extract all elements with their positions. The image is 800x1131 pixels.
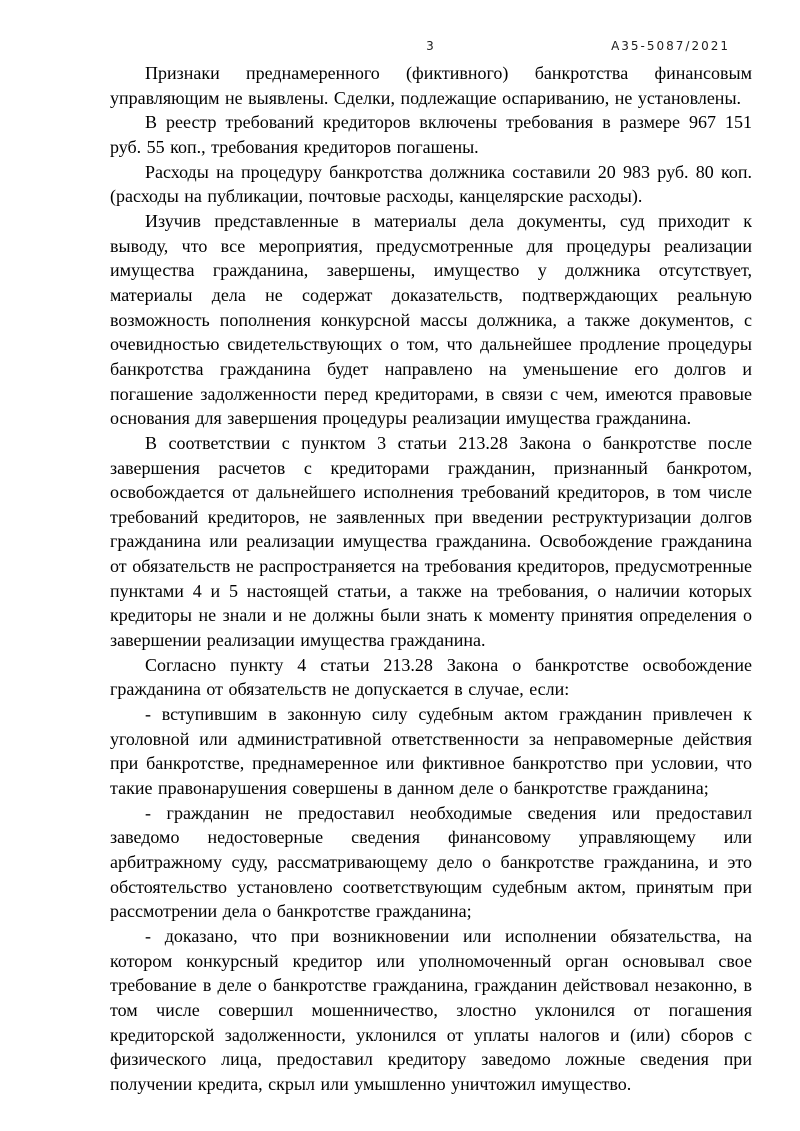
paragraph-procedure-expenses: Расходы на процедуру банкротства должника составили 20 983 руб. 80 коп. (расходы на публикации, почтовые расходы, канцелярские расходы). <box>110 161 752 207</box>
page-header <box>110 39 752 55</box>
paragraph-exception-illegal-actions: - доказано, что при возникновении или исполнении обязательства, на котором конкурсный кредитор или уполномоченный орган основывал свое требование в деле о банкротстве гражданина, гражданин действовал незаконно, в том числе совершил мошенничество, злостно уклонился от погашения кредиторской задолженности, уклонился от уплаты налогов и (или) сборов с физического лица, предоставил кредитору заведомо ложные сведения при получении кредита, скрыл или умышленно уничтожил имущество. <box>110 925 752 1094</box>
paragraph-law-point-3: В соответствии с пунктом 3 статьи 213.28 Закона о банкротстве после завершения расчетов с кредиторами гражданин, признанный банкротом, освобождается от дальнейшего исполнения требований кредиторов, в том числе требований кредиторов, не заявленных при введении реструктуризации долгов гражданина или реализации имущества гражданина. Освобождение гражданина от обязательств не распространяется на требования кредиторов, предусмотренные пунктами 4 и 5 настоящей статьи, а также на требования, о наличии которых кредиторы не знали и не должны были знать к моменту принятия определения о завершении реализации имущества гражданина. <box>110 432 752 651</box>
paragraph-creditor-register: В реестр требований кредиторов включены требования в размере 967 151 руб. 55 коп., требования кредиторов погашены. <box>110 112 752 157</box>
paragraph-law-point-4: Согласно пункту 4 статьи 213.28 Закона о банкротстве освобождение гражданина от обязательств не допускается в случае, если: <box>110 654 752 700</box>
paragraph-signs-of-bankruptcy: Признаки преднамеренного (фиктивного) банкротства финансовым управляющим не выявлены. Сделки, подлежащие оспариванию, не установлены. <box>110 63 752 108</box>
paragraph-exception-false-information: - гражданин не предоставил необходимые сведения или предоставил заведомо недостоверные сведения финансовому управляющему или арбитражному суду, рассматривающему дело о банкротстве гражданина, и это обстоятельство установлено соответствующим судебным актом, принятым при рассмотрении дела о банкротстве гражданина; <box>110 802 752 922</box>
document-body <box>110 61 752 1097</box>
case-number: А35-5087/2021 <box>611 39 730 53</box>
page-number: 3 <box>426 39 436 53</box>
paragraph-exception-criminal-liability: - вступившим в законную силу судебным актом гражданин привлечен к уголовной или административной ответственности за неправомерные действия при банкротстве, преднамеренное или фиктивное банкротство при условии, что такие правонарушения совершены в данном деле о банкротстве гражданина; <box>110 704 752 799</box>
paragraph-court-conclusion: Изучив представленные в материалы дела документы, суд приходит к выводу, что все мероприятия, предусмотренные для процедуры реализации имущества гражданина, завершены, имущество у должника отсутствует, материалы дела не содержат доказательств, подтверждающих реальную возможность пополнения конкурсной массы должника, а также документов, с очевидностью свидетельствующих о том, что дальнейшее продление процедуры банкротства гражданина будет направлено на уменьшение его долгов и погашение задолженности перед кредиторами, в связи с чем, имеются правовые основания для завершения процедуры реализации имущества гражданина. <box>110 210 752 429</box>
